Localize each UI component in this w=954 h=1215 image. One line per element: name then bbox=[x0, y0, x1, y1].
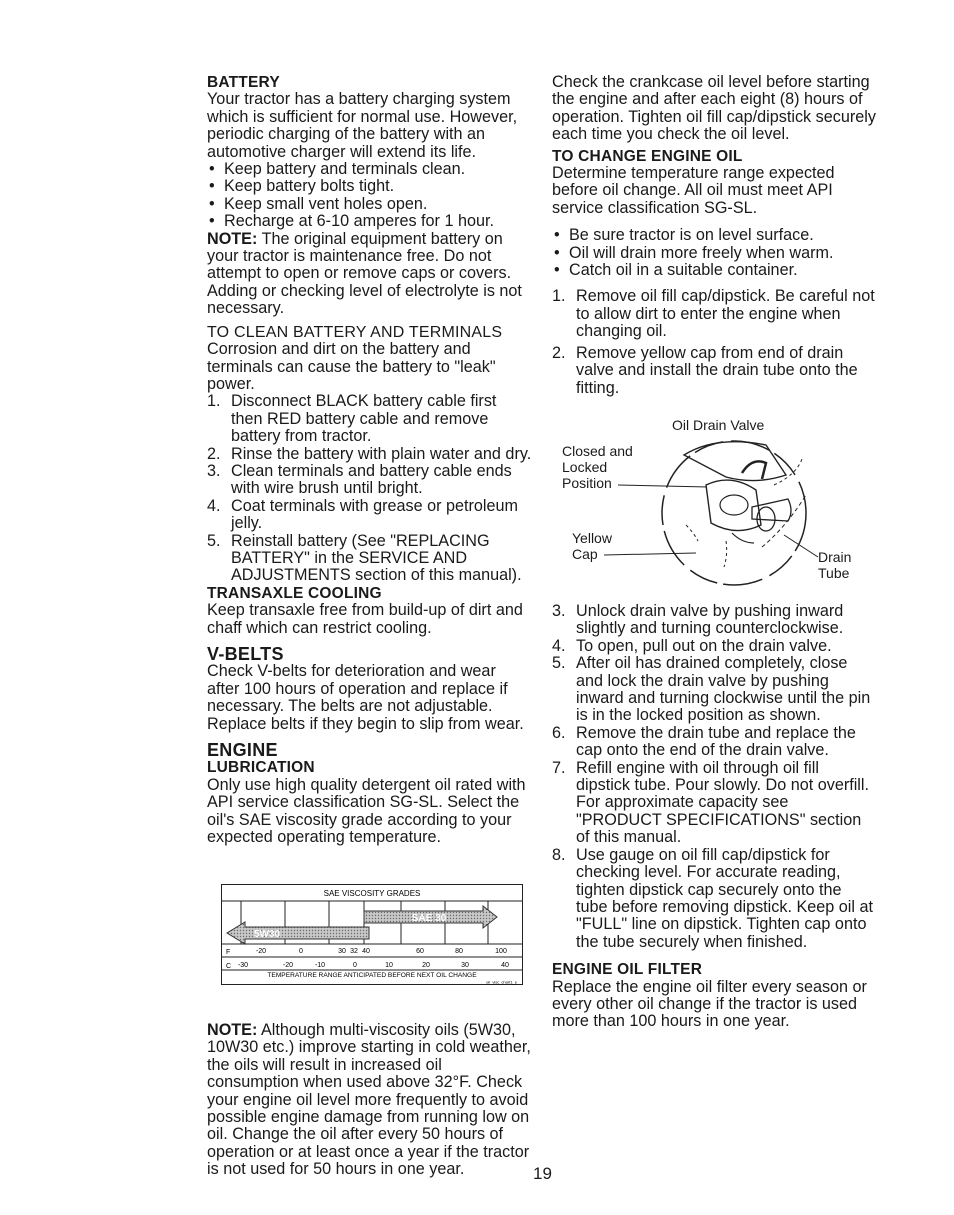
transaxle-text: Keep transaxle free from build-up of dirt and chaff which can restrict cooling. bbox=[207, 601, 523, 637]
step-number: 7. bbox=[552, 758, 566, 777]
step-text: Disconnect BLACK battery cable first then RED battery cable and remove battery from tractor. bbox=[231, 392, 497, 446]
step-number: 1. bbox=[207, 392, 221, 411]
step-number: 5. bbox=[552, 654, 566, 673]
list-item bbox=[207, 498, 532, 533]
check-oil-text: Check the crankcase oil level before starting the engine and after each eight (8) hours of operation. Tighten oil fill cap/dipstick securely each time you check the oil level. bbox=[552, 73, 876, 144]
c-tick: -20 bbox=[282, 962, 294, 969]
chart-title: SAE VISCOSITY GRADES bbox=[323, 889, 421, 898]
step-text: Use gauge on oil fill cap/dipstick for checking level. For accurate reading, tighten dipstick cap securely onto the tube before removing dipstick. Keep oil at "FULL" line on dipstick. Tighten cap onto the tube securely when finished. bbox=[576, 845, 873, 951]
lubrication-text: Only use high quality detergent oil rated with API service classification SG-SL. Select the oil's SAE viscosity grade according to your expected operating temperature. bbox=[207, 775, 526, 847]
list-item bbox=[552, 655, 877, 725]
left-column bbox=[207, 74, 532, 846]
note-label: NOTE: bbox=[207, 1021, 258, 1039]
c-tick: 10 bbox=[385, 962, 393, 969]
right-column-lower bbox=[552, 603, 877, 1031]
note-text: The original equipment battery on your tractor is maintenance free. Do not attempt to open or remove caps or covers. Adding or checking level of electrolyte is not necessary. bbox=[207, 229, 522, 318]
step-number: 8. bbox=[552, 845, 566, 864]
step-text: Remove oil fill cap/dipstick. Be careful not to allow dirt to enter the engine when changing oil. bbox=[576, 287, 875, 341]
5w30-label: 5W30 bbox=[253, 929, 281, 940]
list-item: • Keep battery and terminals clean. bbox=[207, 161, 532, 178]
step-text: Refill engine with oil through oil fill dipstick tube. Pour slowly. Do not overfill. For approximate capacity see "PRODUCT SPECIFICATIONS" section of this manual. bbox=[576, 758, 869, 847]
step-number: 2. bbox=[552, 343, 566, 362]
chart-code: oil_visc_chart1_e bbox=[486, 979, 517, 985]
lubrication-heading: LUBRICATION bbox=[207, 759, 315, 777]
vbelts-text: Check V-belts for deterioration and wear after 100 hours of operation and replace if necessary. The belts are not adjustable. Replace belts if they begin to slip from wear. bbox=[207, 662, 524, 733]
clean-steps bbox=[207, 393, 532, 584]
c-tick: -30 bbox=[237, 962, 249, 969]
list-item bbox=[552, 847, 877, 951]
change-oil-heading: TO CHANGE ENGINE OIL bbox=[552, 147, 743, 165]
list-item bbox=[552, 638, 877, 655]
closed-locked-label: Closed and Locked Position bbox=[562, 443, 633, 491]
drain-valve-illustration bbox=[556, 415, 874, 595]
list-item bbox=[207, 463, 532, 498]
c-label: C bbox=[226, 963, 232, 970]
drain-tube-label: Drain Tube bbox=[818, 549, 852, 581]
list-item bbox=[552, 603, 877, 638]
5w30-range-arrow bbox=[227, 922, 369, 944]
list-item: • Keep battery bolts tight. bbox=[207, 178, 532, 195]
step-text: After oil has drained completely, close and lock the drain valve by pushing inward and turning clockwise until the pin is in the locked position as shown. bbox=[576, 654, 871, 725]
oil-drain-valve-figure bbox=[556, 415, 874, 595]
viscosity-chart bbox=[221, 884, 523, 985]
right-column bbox=[552, 74, 877, 397]
battery-note bbox=[207, 231, 532, 318]
c-tick: 30 bbox=[461, 962, 469, 969]
f-tick: 100 bbox=[495, 948, 507, 955]
list-item bbox=[552, 345, 877, 397]
list-item bbox=[207, 446, 532, 463]
step-number: 1. bbox=[552, 287, 566, 306]
oil-filter-text: Replace the engine oil filter every season or every other oil change if the tractor is used more than 100 hours in one year. bbox=[552, 977, 867, 1031]
clean-heading: TO CLEAN BATTERY AND TERMINALS bbox=[207, 323, 503, 341]
clean-intro: Corrosion and dirt on the battery and terminals can cause the battery to "leak" power. bbox=[207, 340, 496, 393]
step-number: 3. bbox=[552, 602, 566, 620]
f-ticks bbox=[256, 948, 507, 955]
step-text: To open, pull out on the drain valve. bbox=[576, 636, 832, 655]
c-tick: 40 bbox=[501, 962, 509, 969]
c-tick: 0 bbox=[353, 962, 357, 969]
list-item: • Recharge at 6-10 amperes for 1 hour. bbox=[207, 213, 532, 230]
f-tick: 80 bbox=[455, 948, 463, 955]
step-number: 6. bbox=[552, 723, 566, 742]
transaxle-heading: TRANSAXLE COOLING bbox=[207, 584, 382, 602]
note2-block bbox=[207, 1022, 532, 1179]
step-number: 2. bbox=[207, 444, 221, 463]
step-text: Clean terminals and battery cable ends with wire brush until bright. bbox=[231, 461, 512, 498]
f-tick: 60 bbox=[416, 948, 424, 955]
f-tick: 30 bbox=[338, 948, 346, 955]
step-text: Reinstall battery (See "REPLACING BATTERY" in the SERVICE AND ADJUSTMENTS section of this manual). bbox=[231, 531, 522, 585]
list-item bbox=[552, 760, 877, 847]
step-text: Unlock drain valve by pushing inward slightly and turning counterclockwise. bbox=[576, 602, 844, 638]
yellow-cap-label: Yellow Cap bbox=[572, 530, 612, 562]
step-number: 4. bbox=[552, 636, 566, 655]
change-oil-steps-b bbox=[552, 603, 877, 951]
list-item: • Oil will drain more freely when warm. bbox=[552, 245, 877, 262]
sae30-label: SAE 30 bbox=[411, 913, 447, 924]
figure-title: Oil Drain Valve bbox=[672, 417, 765, 433]
change-oil-bullets bbox=[552, 227, 877, 279]
f-tick: 0 bbox=[299, 948, 303, 955]
list-item: • Keep small vent holes open. bbox=[207, 196, 532, 213]
list-item: • Be sure tractor is on level surface. bbox=[552, 227, 877, 244]
battery-heading: BATTERY bbox=[207, 74, 280, 91]
change-oil-intro: Determine temperature range expected before oil change. All oil must meet API service classification SG-SL. bbox=[552, 164, 835, 217]
f-tick: -20 bbox=[255, 948, 267, 955]
step-text: Remove yellow cap from end of drain valve and install the drain tube onto the fitting. bbox=[576, 343, 858, 397]
change-oil-steps-a bbox=[552, 288, 877, 396]
viscosity-chart-svg bbox=[221, 884, 523, 985]
note-label: NOTE: bbox=[207, 229, 258, 248]
c-tick: -10 bbox=[314, 962, 326, 969]
step-number: 5. bbox=[207, 531, 221, 550]
list-item: • Catch oil in a suitable container. bbox=[552, 262, 877, 279]
c-ticks bbox=[238, 962, 509, 969]
step-text: Remove the drain tube and replace the cap onto the end of the drain valve. bbox=[576, 723, 856, 760]
f-tick: 32 bbox=[350, 948, 358, 955]
step-number: 3. bbox=[207, 461, 221, 480]
engine-heading: ENGINE bbox=[207, 740, 278, 761]
note-text: Although multi-viscosity oils (5W30, 10W30 etc.) improve starting in cold weather, the oils will result in increased oil consumption when used above 32°F. Check your engine oil level more frequently to avoid possible engine damage from running low on oil. Change the oil after every 50 hours of operation or at least once a year if the tractor is not used for 50 hours in one year. bbox=[207, 1021, 531, 1179]
f-tick: 40 bbox=[362, 948, 370, 955]
battery-intro: Your tractor has a battery charging system which is sufficient for normal use. However, periodic charging of the battery with an automotive charger will extend its life. bbox=[207, 90, 518, 161]
list-item bbox=[552, 288, 877, 340]
list-item bbox=[207, 393, 532, 445]
page-number: 19 bbox=[533, 1164, 552, 1183]
vbelts-heading: V-BELTS bbox=[207, 644, 284, 664]
step-text: Rinse the battery with plain water and dry. bbox=[231, 444, 532, 463]
oil-filter-heading: ENGINE OIL FILTER bbox=[552, 961, 703, 979]
chart-caption: TEMPERATURE RANGE ANTICIPATED BEFORE NEXT OIL CHANGE bbox=[267, 972, 477, 979]
battery-bullets bbox=[207, 161, 532, 231]
step-number: 4. bbox=[207, 496, 221, 515]
list-item bbox=[207, 533, 532, 585]
c-tick: 20 bbox=[422, 962, 430, 969]
list-item bbox=[552, 725, 877, 760]
step-text: Coat terminals with grease or petroleum jelly. bbox=[231, 496, 519, 533]
note2 bbox=[207, 1022, 532, 1179]
f-label: F bbox=[226, 949, 231, 956]
